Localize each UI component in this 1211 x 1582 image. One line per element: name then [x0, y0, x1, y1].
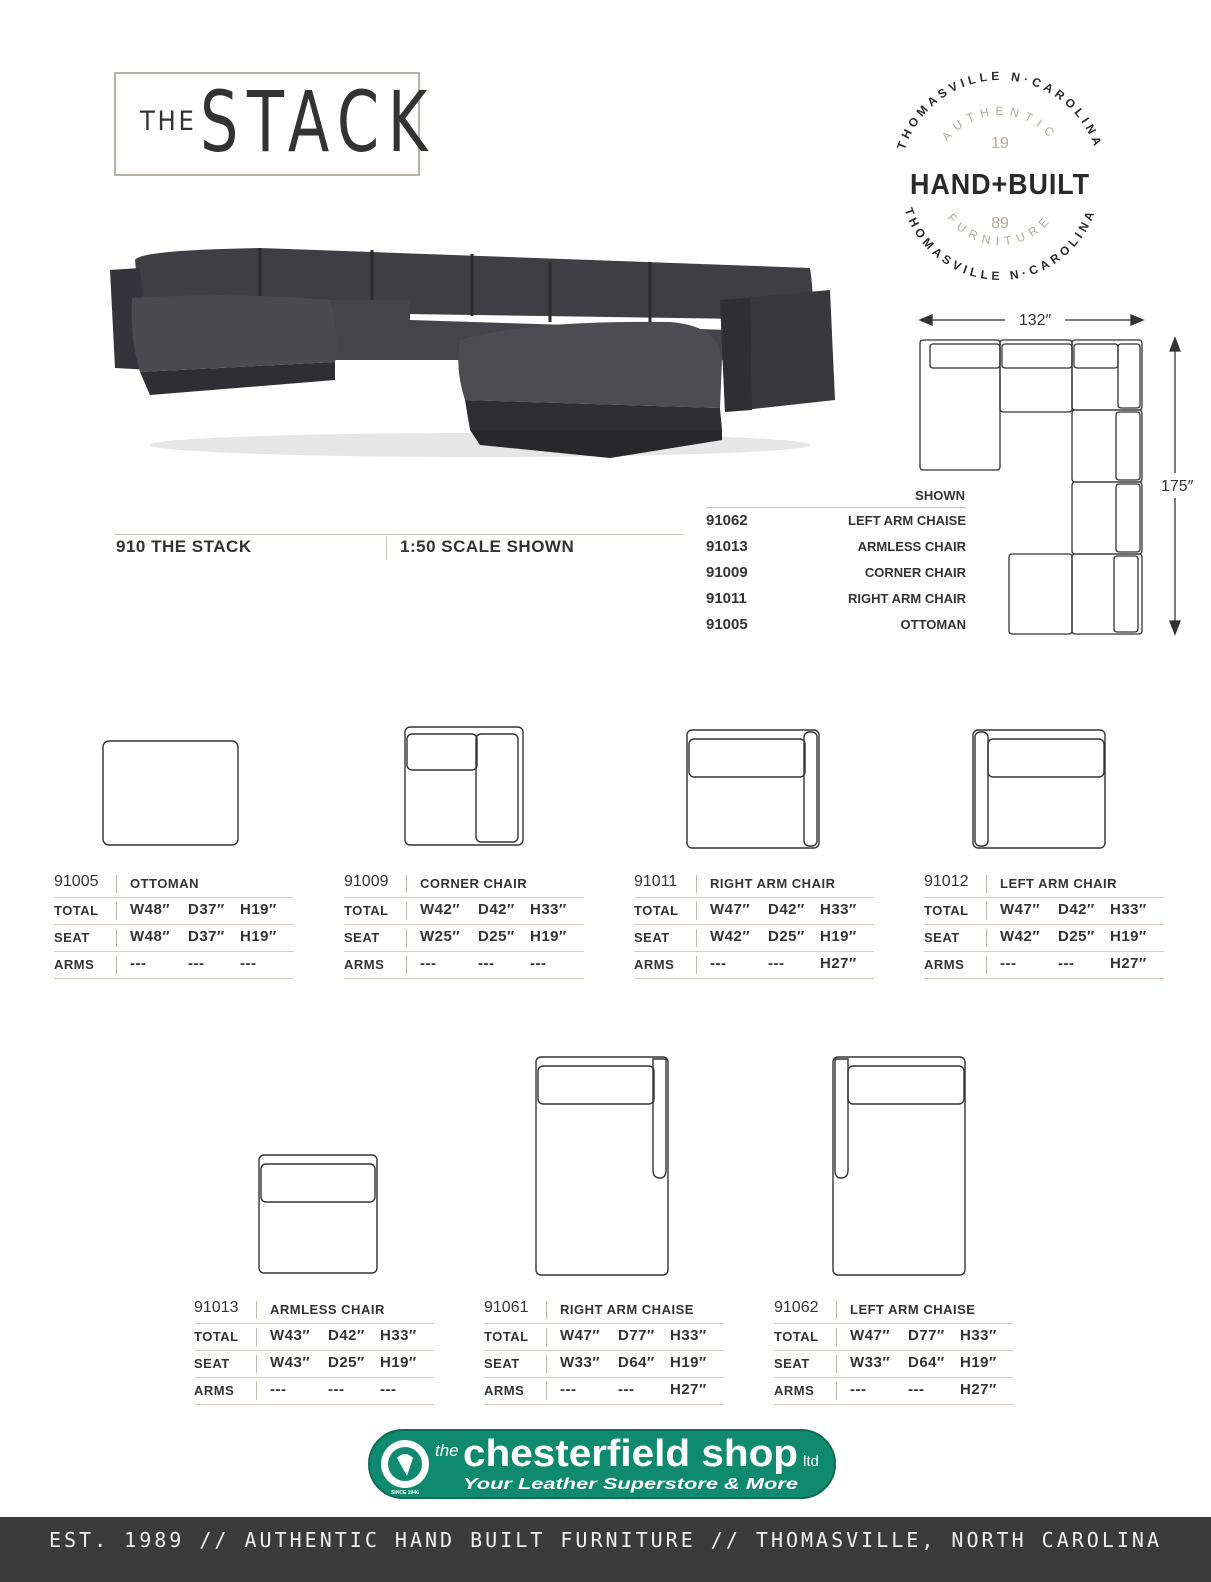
collection-rule	[114, 534, 684, 535]
shown-rule	[706, 507, 966, 508]
logo-the: the	[435, 1441, 459, 1460]
shown-item: 91005 OTTOMAN	[706, 616, 966, 633]
collection-separator	[386, 536, 387, 560]
right-arm-chaise-drawing	[533, 1054, 673, 1280]
seal-center: HAND+BUILT	[910, 169, 1090, 201]
shown-item: 91062 LEFT ARM CHAISE	[706, 512, 966, 529]
logo-since: SINCE 1946	[391, 1490, 419, 1496]
left-arm-chaise-drawing	[830, 1054, 970, 1280]
title-stack: STACK	[200, 73, 437, 171]
shown-item: 91013 ARMLESS CHAIR	[706, 538, 966, 555]
shown-heading: SHOWN	[915, 488, 965, 503]
hand-built-seal	[880, 60, 1120, 300]
sectional-sofa-image	[110, 240, 840, 460]
layout-width: 132″	[1018, 312, 1052, 329]
logo-ltd: ltd	[803, 1453, 819, 1470]
armless-chair-drawing	[256, 1152, 382, 1278]
collection-scale: 1:50 SCALE SHOWN	[400, 537, 575, 556]
spec-table-91005: 91005 OTTOMAN TOTAL W48″ D37″ H19″ SEAT W48″ D37″ H19″ ARMS --- --- ---	[54, 871, 294, 979]
collection-name: 910 THE STACK	[116, 537, 252, 556]
seal-year-top: 19	[991, 135, 1009, 152]
corner-chair-drawing	[402, 724, 528, 850]
left-arm-chair-drawing	[970, 727, 1110, 851]
title-the: THE	[140, 106, 197, 137]
spec-table-91061: 91061 RIGHT ARM CHAISE TOTAL W47″ D77″ H33″ SEAT W33″ D64″ H19″ ARMS --- --- H27″	[484, 1297, 724, 1405]
footer-text: EST. 1989 // AUTHENTIC HAND BUILT FURNITURE // THOMASVILLE, NORTH CAROLINA	[48, 1528, 1163, 1552]
chesterfield-shop-logo[interactable]	[367, 1428, 837, 1500]
spec-table-91011: 91011 RIGHT ARM CHAIR TOTAL W47″ D42″ H33″ SEAT W42″ D25″ H19″ ARMS --- --- H27″	[634, 871, 874, 979]
spec-table-91062: 91062 LEFT ARM CHAISE TOTAL W47″ D77″ H33″ SEAT W33″ D64″ H19″ ARMS --- --- H27″	[774, 1297, 1014, 1405]
spec-table-91012: 91012 LEFT ARM CHAIR TOTAL W47″ D42″ H33″ SEAT W42″ D25″ H19″ ARMS --- --- H27″	[924, 871, 1164, 979]
seal-inner-top: AUTHENTIC	[938, 103, 1062, 144]
shown-item: 91009 CORNER CHAIR	[706, 564, 966, 581]
right-arm-chair-drawing	[684, 727, 824, 851]
layout-depth: 175″	[1161, 478, 1194, 495]
spec-table-91013: 91013 ARMLESS CHAIR TOTAL W43″ D42″ H33″ SEAT W43″ D25″ H19″ ARMS --- --- ---	[194, 1297, 434, 1405]
seal-inner-bottom: FURNITURE	[944, 210, 1056, 249]
logo-tagline: Your Leather Superstore & More	[463, 1476, 799, 1493]
spec-table-91009: 91009 CORNER CHAIR TOTAL W42″ D42″ H33″ SEAT W25″ D25″ H19″ ARMS --- --- ---	[344, 871, 584, 979]
logo-name: chesterfield shop	[463, 1433, 798, 1475]
ottoman-drawing	[100, 738, 242, 848]
seal-bottom-arc: THOMASVILLE N·CAROLINA	[901, 205, 1099, 284]
seal-year-bottom: 89	[991, 215, 1009, 232]
shown-item: 91011 RIGHT ARM CHAIR	[706, 590, 966, 607]
seal-top-arc: THOMASVILLE N·CAROLINA	[894, 68, 1106, 152]
